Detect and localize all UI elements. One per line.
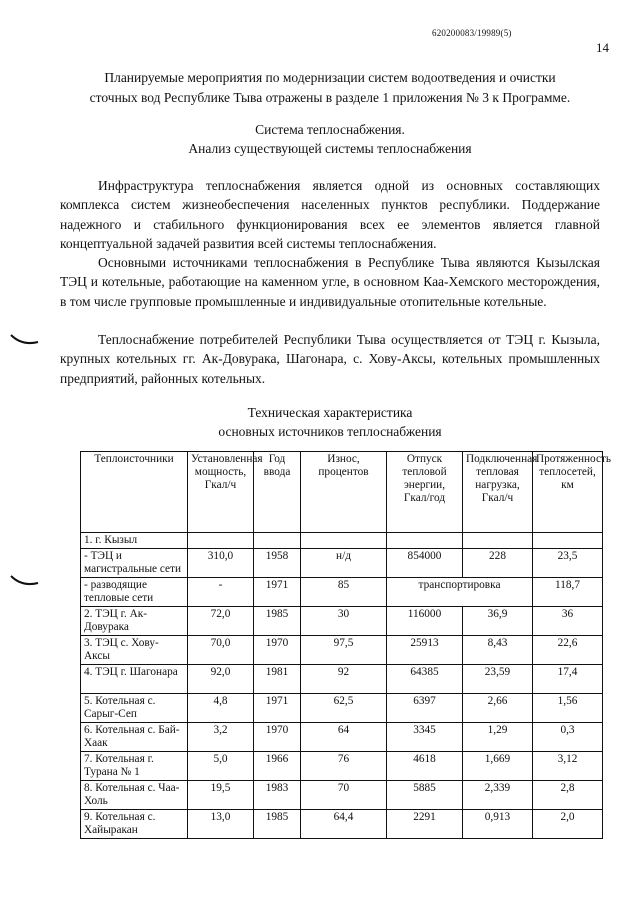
header-sources: Теплоисточники	[81, 452, 188, 533]
group-label: 1. г. Кызыл	[81, 533, 188, 549]
header-connected-load: Подключенная тепловая нагрузка, Гкал/ч	[463, 452, 533, 533]
cell-network-length: 2,8	[533, 781, 603, 810]
cell-connected-load: 228	[463, 549, 533, 578]
table-row	[81, 752, 603, 781]
cell-wear: 76	[301, 752, 387, 781]
cell-capacity: 13,0	[188, 810, 254, 839]
cell-transport: транспортировка	[387, 578, 533, 607]
cell-network-length: 118,7	[533, 578, 603, 607]
cell-year: 1985	[254, 607, 301, 636]
cell-source: 3. ТЭЦ с. Хову-Аксы	[81, 636, 188, 665]
cell-year: 1958	[254, 549, 301, 578]
cell-year: 1970	[254, 723, 301, 752]
cell-source: 5. Котельная с. Сарыг-Сеп	[81, 694, 188, 723]
margin-mark-1	[8, 330, 42, 348]
cell-year: 1983	[254, 781, 301, 810]
cell-source: - ТЭЦ и магистральные сети	[81, 549, 188, 578]
cell-connected-load: 23,59	[463, 665, 533, 694]
table-row	[81, 636, 603, 665]
cell-wear: н/д	[301, 549, 387, 578]
cell-connected-load: 8,43	[463, 636, 533, 665]
cell-connected-load: 0,913	[463, 810, 533, 839]
section-subtitle: Анализ существующей системы теплоснабжения	[188, 141, 472, 156]
paragraph-consumers: Теплоснабжение потребителей Республики Тыва осуществляется от ТЭЦ г. Кызыла, крупных котельных гг. Ак-Довурака, Шагонара, с. Хову-Аксы, котельных промышленных предприятий, районных котельных.	[60, 332, 600, 386]
table-row	[81, 723, 603, 752]
cell-network-length: 3,12	[533, 752, 603, 781]
header-capacity: Установленная мощность, Гкал/ч	[188, 452, 254, 533]
cell-capacity: 19,5	[188, 781, 254, 810]
cell-heat-output: 854000	[387, 549, 463, 578]
heat-sources-table	[80, 451, 612, 839]
cell-heat-output: 4618	[387, 752, 463, 781]
cell-connected-load: 2,66	[463, 694, 533, 723]
cell-heat-output: 6397	[387, 694, 463, 723]
table-row	[81, 810, 603, 839]
cell-network-length: 17,4	[533, 665, 603, 694]
cell-wear: 30	[301, 607, 387, 636]
table-row	[81, 549, 603, 578]
cell-capacity: 4,8	[188, 694, 254, 723]
cell-wear: 97,5	[301, 636, 387, 665]
cell-year: 1966	[254, 752, 301, 781]
margin-mark-2	[8, 572, 42, 590]
paragraph-infrastructure: Инфраструктура теплоснабжения является одной из основных составляющих комплекса систем жизнеобеспечения населенных пунктов республики. Поддержание надежного и стабильного функционирования всех ее элементов является главной концептуальной задачей развития всей системы теплоснабжения.	[60, 178, 600, 251]
cell-year: 1981	[254, 665, 301, 694]
cell-heat-output: 64385	[387, 665, 463, 694]
table-row	[81, 578, 603, 607]
cell-source: 9. Котельная с. Хайыракан	[81, 810, 188, 839]
table-row	[81, 607, 603, 636]
table-header-row	[81, 452, 603, 533]
cell-connected-load: 2,339	[463, 781, 533, 810]
section-title: Система теплоснабжения.	[255, 122, 405, 137]
cell-source: 2. ТЭЦ г. Ак-Довурака	[81, 607, 188, 636]
cell-network-length: 2,0	[533, 810, 603, 839]
cell-source: 8. Котельная с. Чаа-Холь	[81, 781, 188, 810]
cell-heat-output: 25913	[387, 636, 463, 665]
table-row	[81, 694, 603, 723]
cell-year: 1971	[254, 578, 301, 607]
cell-heat-output: 116000	[387, 607, 463, 636]
header-heat-output: Отпуск тепловой энергии, Гкал/год	[387, 452, 463, 533]
cell-capacity: 70,0	[188, 636, 254, 665]
cell-source: 4. ТЭЦ г. Шагонара	[81, 665, 188, 694]
cell-network-length: 0,3	[533, 723, 603, 752]
cell-wear: 62,5	[301, 694, 387, 723]
cell-connected-load: 1,669	[463, 752, 533, 781]
cell-source: - разводящие тепловые сети	[81, 578, 188, 607]
cell-connected-load: 36,9	[463, 607, 533, 636]
cell-capacity: 92,0	[188, 665, 254, 694]
intro-line-2: сточных вод Республике Тыва отражены в разделе 1 приложения № 3 к Программе.	[89, 90, 571, 105]
page-number: 14	[596, 40, 609, 55]
cell-wear: 85	[301, 578, 387, 607]
intro-line-1: Планируемые мероприятия по модернизации систем водоотведения и очистки	[104, 70, 556, 85]
cell-capacity: -	[188, 578, 254, 607]
paragraph-sources: Основными источниками теплоснабжения в Республике Тыва являются Кызылская ТЭЦ и котельные, работающие на каменном угле, в основном Каа-Хемского месторождения, в том числе групповые промышленные и индивидуальные отопительные котельные.	[60, 255, 600, 309]
cell-year: 1985	[254, 810, 301, 839]
document-id: 620200083/19989(5)	[432, 28, 512, 38]
cell-heat-output: 5885	[387, 781, 463, 810]
header-wear: Износ, процентов	[301, 452, 387, 533]
cell-capacity: 72,0	[188, 607, 254, 636]
cell-wear: 64,4	[301, 810, 387, 839]
cell-heat-output: 3345	[387, 723, 463, 752]
table-caption-line-2: основных источников теплоснабжения	[218, 424, 442, 439]
cell-network-length: 1,56	[533, 694, 603, 723]
cell-heat-output: 2291	[387, 810, 463, 839]
cell-capacity: 310,0	[188, 549, 254, 578]
table-caption-line-1: Техническая характеристика	[247, 405, 413, 420]
cell-network-length: 23,5	[533, 549, 603, 578]
cell-capacity: 5,0	[188, 752, 254, 781]
header-network-length: Протяженность теплосетей, км	[533, 452, 603, 533]
cell-connected-load: 1,29	[463, 723, 533, 752]
cell-year: 1970	[254, 636, 301, 665]
cell-year: 1971	[254, 694, 301, 723]
cell-source: 6. Котельная с. Бай-Хаак	[81, 723, 188, 752]
cell-source: 7. Котельная г. Турана № 1	[81, 752, 188, 781]
cell-wear: 70	[301, 781, 387, 810]
header-year: Год ввода	[254, 452, 301, 533]
table-row	[81, 781, 603, 810]
cell-capacity: 3,2	[188, 723, 254, 752]
cell-wear: 92	[301, 665, 387, 694]
table-group-row	[81, 533, 603, 549]
cell-network-length: 22,6	[533, 636, 603, 665]
cell-network-length: 36	[533, 607, 603, 636]
cell-wear: 64	[301, 723, 387, 752]
table-row	[81, 665, 603, 694]
